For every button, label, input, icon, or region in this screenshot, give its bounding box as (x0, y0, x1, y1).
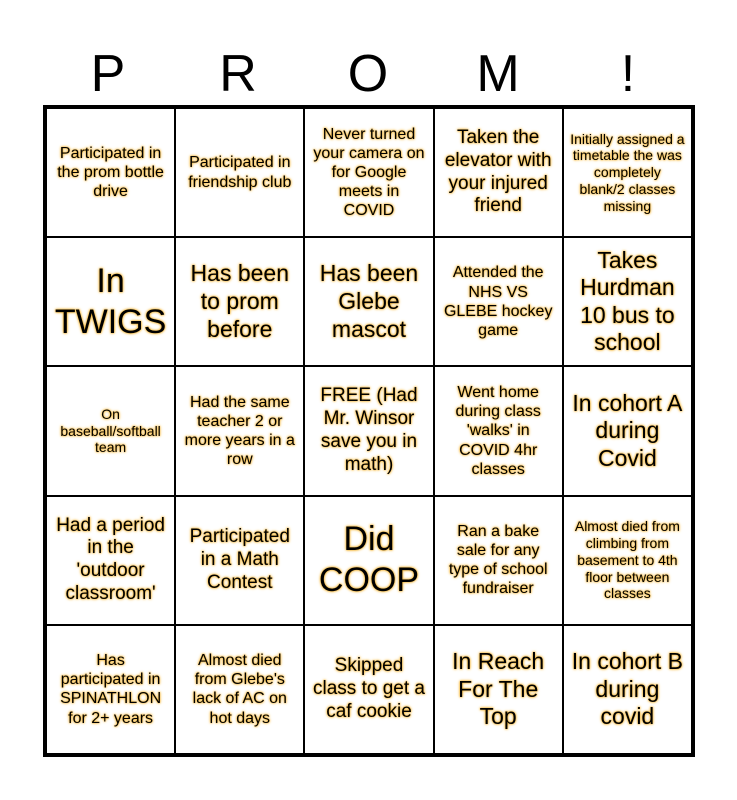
bingo-cell-r2c3[interactable]: Has been Glebe mascot (304, 237, 433, 366)
header-letter-p: P (90, 45, 126, 103)
header-letter-m: M (476, 45, 520, 103)
bingo-cell-r4c3[interactable]: Did COOP (304, 496, 433, 625)
header-letter-r: R (219, 45, 257, 103)
bingo-cell-r3c2[interactable]: Had the same teacher 2 or more years in a row (175, 366, 304, 495)
bingo-cell-r1c3[interactable]: Never turned your camera on for Google meets in COVID (304, 108, 433, 237)
bingo-cell-r3c5[interactable]: In cohort A during Covid (563, 366, 692, 495)
bingo-cell-r5c1[interactable]: Has participated in SPINATHLON for 2+ years (46, 625, 175, 754)
bingo-cell-r4c2[interactable]: Participated in a Math Contest (175, 496, 304, 625)
bingo-cell-r1c5[interactable]: Initially assigned a timetable the was completely blank/2 classes missing (563, 108, 692, 237)
bingo-cell-r1c1[interactable]: Participated in the prom bottle drive (46, 108, 175, 237)
bingo-cell-r3c1[interactable]: On baseball/softball team (46, 366, 175, 495)
bingo-cell-r5c4[interactable]: In Reach For The Top (434, 625, 563, 754)
bingo-cell-r2c1[interactable]: In TWIGS (46, 237, 175, 366)
bingo-cell-r2c5[interactable]: Takes Hurdman 10 bus to school (563, 237, 692, 366)
bingo-cell-r5c2[interactable]: Almost died from Glebe's lack of AC on hot days (175, 625, 304, 754)
bingo-cell-r4c1[interactable]: Had a period in the 'outdoor classroom' (46, 496, 175, 625)
bingo-cell-r3c4[interactable]: Went home during class 'walks' in COVID 4hr classes (434, 366, 563, 495)
bingo-header (43, 44, 693, 104)
bingo-cell-r4c5[interactable]: Almost died from climbing from basement to 4th floor between classes (563, 496, 692, 625)
header-exclamation: ! (620, 45, 636, 103)
bingo-cell-r3c3-free[interactable]: FREE (Had Mr. Winsor save you in math) (304, 366, 433, 495)
bingo-cell-r2c2[interactable]: Has been to prom before (175, 237, 304, 366)
bingo-cell-r1c4[interactable]: Taken the elevator with your injured friend (434, 108, 563, 237)
bingo-cell-r4c4[interactable]: Ran a bake sale for any type of school fundraiser (434, 496, 563, 625)
bingo-cell-r2c4[interactable]: Attended the NHS VS GLEBE hockey game (434, 237, 563, 366)
bingo-board (43, 105, 695, 757)
bingo-cell-r1c2[interactable]: Participated in friendship club (175, 108, 304, 237)
header-letter-o: O (347, 45, 389, 103)
bingo-cell-r5c3[interactable]: Skipped class to get a caf cookie (304, 625, 433, 754)
bingo-cell-r5c5[interactable]: In cohort B during covid (563, 625, 692, 754)
